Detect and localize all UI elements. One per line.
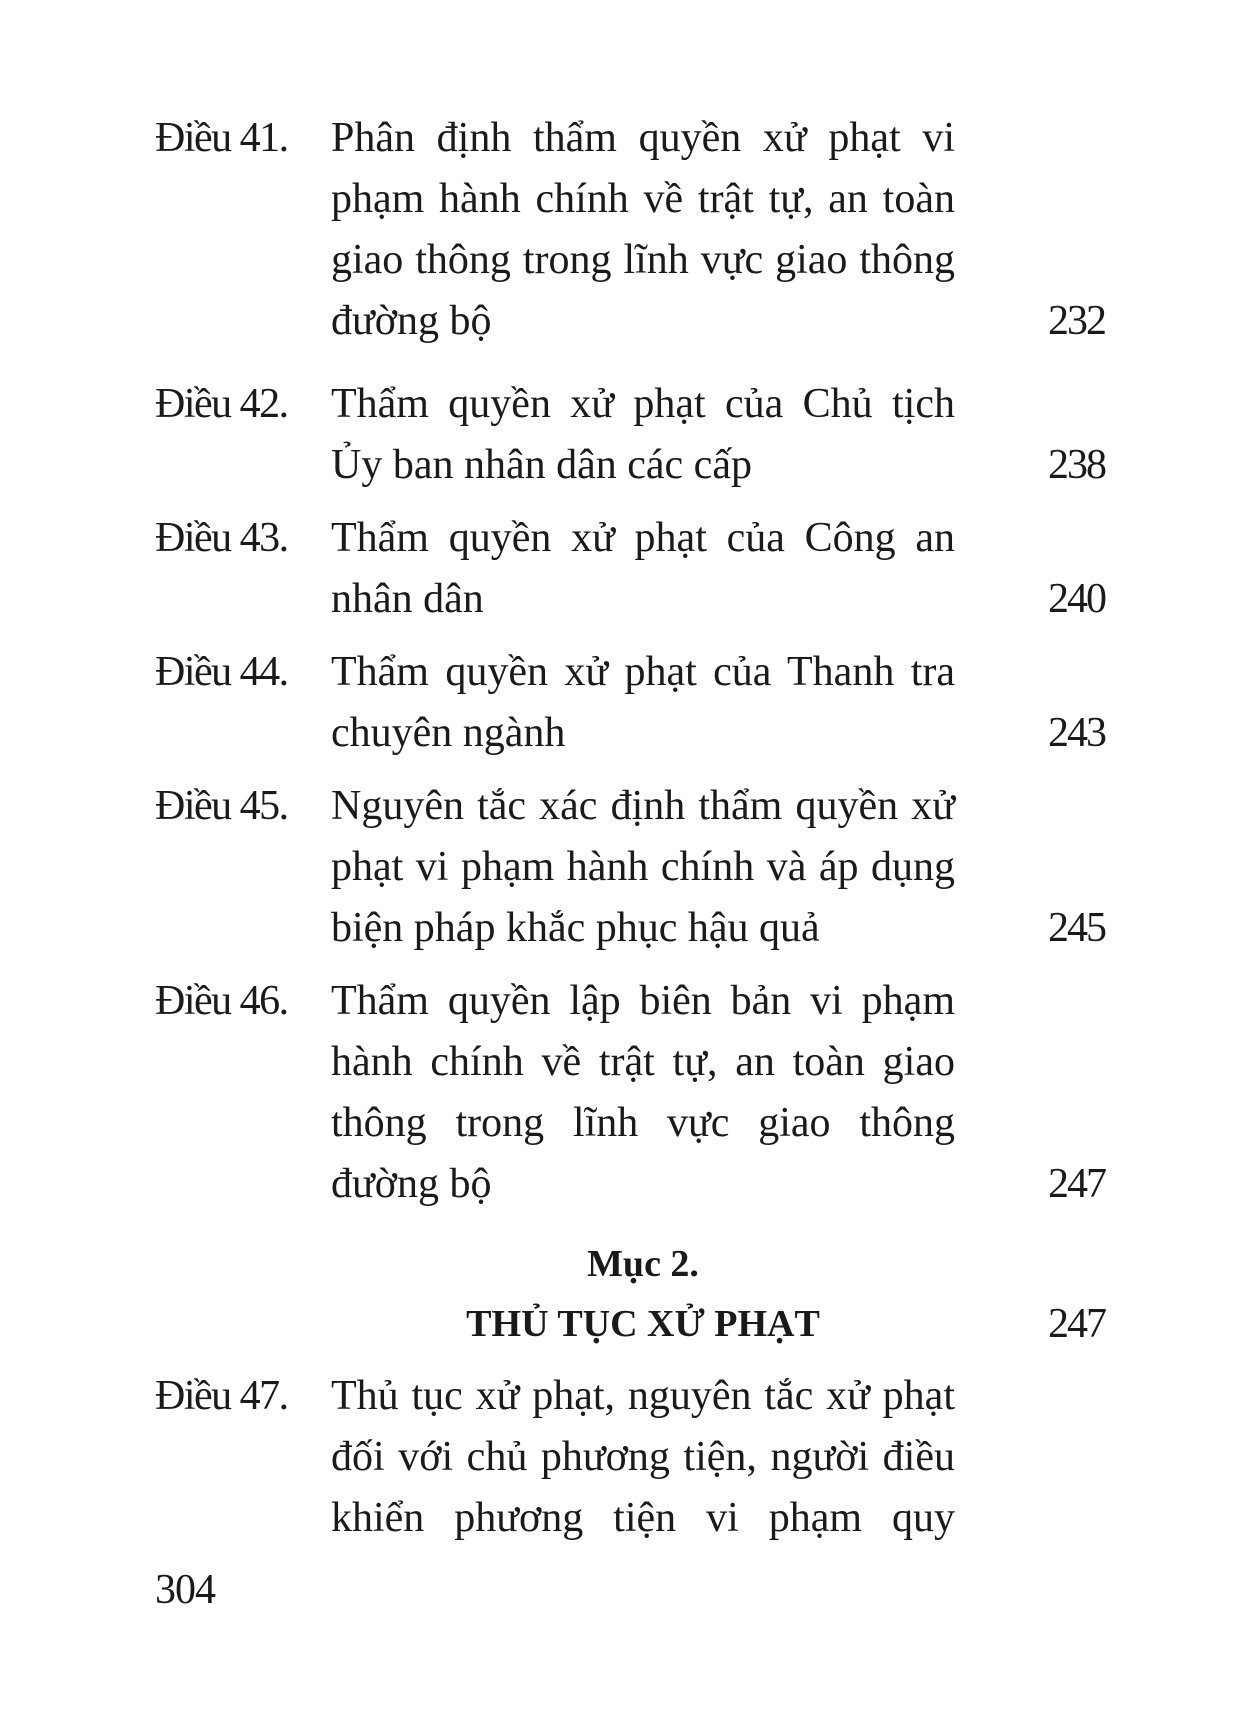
article-title xyxy=(331,508,955,630)
page-number: 247 xyxy=(1048,1161,1105,1207)
title-line: Phân định thẩm quyền xử phạt vi xyxy=(331,115,955,161)
title-line: thông trong lĩnh vực giao thông xyxy=(331,1100,955,1146)
title-line: Nguyên tắc xác định thẩm quyền xử xyxy=(331,783,955,829)
page-number: 247 xyxy=(1048,1301,1105,1347)
article-label: Điều 44. xyxy=(155,649,288,695)
title-line: Thẩm quyền xử phạt của Thanh tra xyxy=(331,649,955,695)
article-label: Điều 42. xyxy=(155,381,288,427)
article-label: Điều 41. xyxy=(155,115,288,161)
title-line: chuyên ngành xyxy=(331,710,566,756)
article-title xyxy=(331,642,955,764)
title-line: Thẩm quyền lập biên bản vi phạm xyxy=(331,978,955,1024)
title-line: phạt vi phạm hành chính và áp dụng xyxy=(331,844,955,890)
title-line: Ủy ban nhân dân các cấp xyxy=(331,442,752,488)
title-line: đối với chủ phương tiện, người điều xyxy=(331,1434,955,1480)
title-line: nhân dân xyxy=(331,576,484,622)
article-title xyxy=(331,776,955,959)
article-title xyxy=(331,108,955,352)
title-line: đường bộ xyxy=(331,298,492,344)
title-line: Thủ tục xử phạt, nguyên tắc xử phạt xyxy=(331,1373,955,1419)
title-line: biện pháp khắc phục hậu quả xyxy=(331,905,820,951)
title-line: giao thông trong lĩnh vực giao thông xyxy=(331,237,955,283)
article-title xyxy=(331,971,955,1215)
page-number: 245 xyxy=(1048,905,1105,951)
title-line: đường bộ xyxy=(331,1161,492,1207)
title-line: hành chính về trật tự, an toàn giao xyxy=(331,1039,955,1085)
title-line: phạm hành chính về trật tự, an toàn xyxy=(331,176,955,222)
article-label: Điều 43. xyxy=(155,515,288,561)
article-label: Điều 45. xyxy=(155,783,288,829)
section-title: THỦ TỤC XỬ PHẠT xyxy=(466,1303,820,1345)
article-label: Điều 46. xyxy=(155,978,288,1024)
page-number: 243 xyxy=(1048,710,1105,756)
title-line: khiển phương tiện vi phạm quy xyxy=(331,1495,955,1541)
page-number: 240 xyxy=(1048,576,1105,622)
article-label: Điều 47. xyxy=(155,1373,288,1419)
page-number: 238 xyxy=(1048,442,1105,488)
section-number: Mục 2. xyxy=(587,1243,699,1285)
page-folio: 304 xyxy=(155,1567,215,1613)
page-number: 232 xyxy=(1048,298,1105,344)
article-title xyxy=(331,1366,955,1549)
title-line: Thẩm quyền xử phạt của Chủ tịch xyxy=(331,381,955,427)
title-line: Thẩm quyền xử phạt của Công an xyxy=(331,515,955,561)
article-title xyxy=(331,374,955,496)
